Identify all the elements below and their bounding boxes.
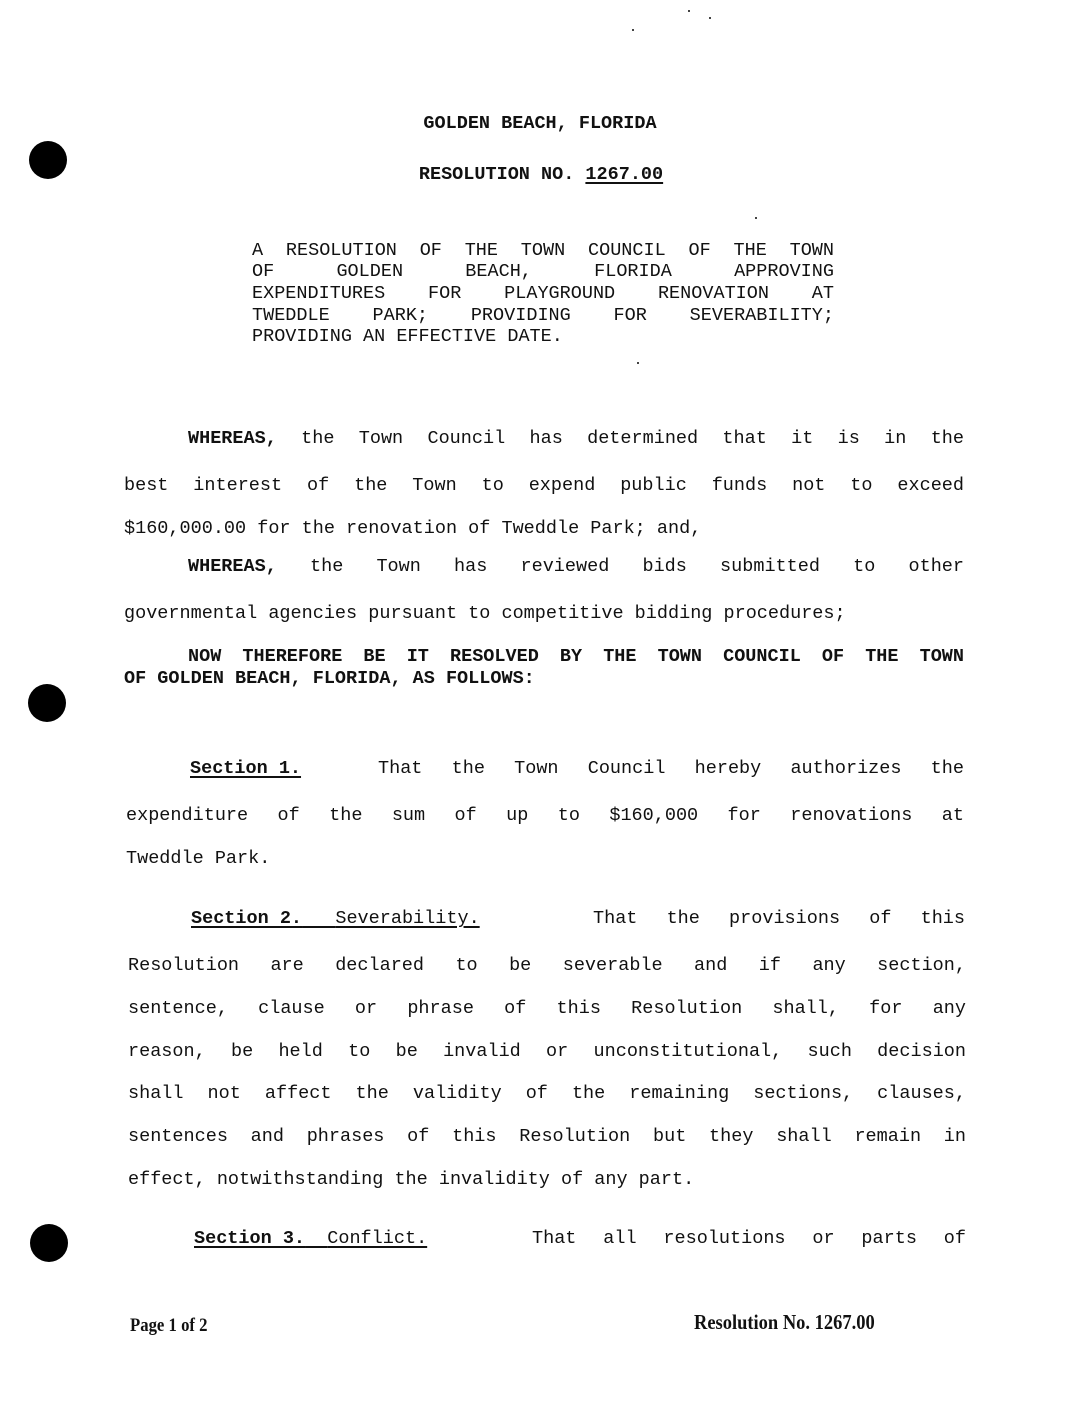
title-line: OF GOLDEN BEACH, FLORIDA APPROVING: [252, 261, 834, 282]
paragraph-line: best interest of the Town to expend public funds not to exceed: [124, 475, 964, 496]
footer-resolution-number: Resolution No. 1267.00: [694, 1310, 875, 1334]
resolution-prefix: RESOLUTION NO.: [418, 164, 586, 185]
paragraph-line: sentence, clause or phrase of this Resolution shall, for any: [128, 998, 966, 1019]
paragraph-line: shall not affect the validity of the remaining sections, clauses,: [128, 1083, 966, 1104]
section-heading-group: [191, 908, 480, 930]
section-subheading: Conflict.: [327, 1228, 428, 1249]
paragraph-line: reason, be held to be invalid or unconstitutional, such decision: [128, 1041, 966, 1062]
scan-speck: [632, 29, 634, 31]
section-heading: Section 3.: [194, 1228, 306, 1249]
title-line: EXPENDITURES FOR PLAYGROUND RENOVATION AT: [252, 283, 834, 304]
whereas-keyword: WHEREAS,: [188, 428, 277, 449]
binder-hole-bottom: [30, 1224, 68, 1262]
town-heading: GOLDEN BEACH, FLORIDA: [423, 113, 657, 134]
resolving-line: NOW THEREFORE BE IT RESOLVED BY THE TOWN COUNCIL OF THE TOWN: [188, 646, 964, 667]
scan-speck: [637, 362, 639, 364]
section-heading-group: [194, 1228, 427, 1250]
resolution-heading: [0, 164, 1082, 186]
whereas-keyword: WHEREAS,: [188, 556, 277, 577]
section-text: That all resolutions or parts of: [532, 1228, 966, 1249]
paragraph-line: $160,000.00 for the renovation of Tweddle Park; and,: [124, 518, 702, 539]
paragraph-line: [191, 908, 965, 930]
paragraph-line: Tweddle Park.: [126, 848, 271, 869]
paragraph-line: [188, 428, 964, 450]
paragraph-line: Resolution are declared to be severable and if any section,: [128, 955, 966, 976]
paragraph-line: [194, 1228, 966, 1250]
paragraph-line: sentences and phrases of this Resolution but they shall remain in: [128, 1126, 966, 1147]
title-line: PROVIDING AN EFFECTIVE DATE.: [252, 326, 563, 347]
whereas-text: the Town Council has determined that it is in the: [276, 428, 964, 449]
binder-hole-middle: [28, 684, 66, 722]
section-heading: Section 1.: [190, 758, 302, 779]
scan-speck: [688, 10, 690, 12]
section-heading: Section 2.: [191, 908, 303, 929]
scan-speck: [709, 17, 711, 19]
paragraph-line: [188, 556, 964, 578]
whereas-text: the Town has reviewed bids submitted to other: [276, 556, 964, 577]
paragraph-line: expenditure of the sum of up to $160,000 for renovations at: [126, 805, 964, 826]
paragraph-line: governmental agencies pursuant to competitive bidding procedures;: [124, 603, 846, 624]
section-text: That the Town Council hereby authorizes the: [378, 758, 964, 779]
title-line: A RESOLUTION OF THE TOWN COUNCIL OF THE TOWN: [252, 240, 834, 261]
page-number: Page 1 of 2: [130, 1315, 208, 1336]
scan-speck: [755, 217, 757, 219]
section-text: That the provisions of this: [593, 908, 965, 929]
section-subheading: Severability.: [335, 908, 480, 929]
resolving-line: OF GOLDEN BEACH, FLORIDA, AS FOLLOWS:: [124, 668, 535, 689]
paragraph-line: [190, 758, 964, 780]
title-line: TWEDDLE PARK; PROVIDING FOR SEVERABILITY;: [252, 305, 834, 326]
resolution-number: 1267.00: [585, 164, 664, 185]
paragraph-line: effect, notwithstanding the invalidity of any part.: [128, 1169, 695, 1190]
